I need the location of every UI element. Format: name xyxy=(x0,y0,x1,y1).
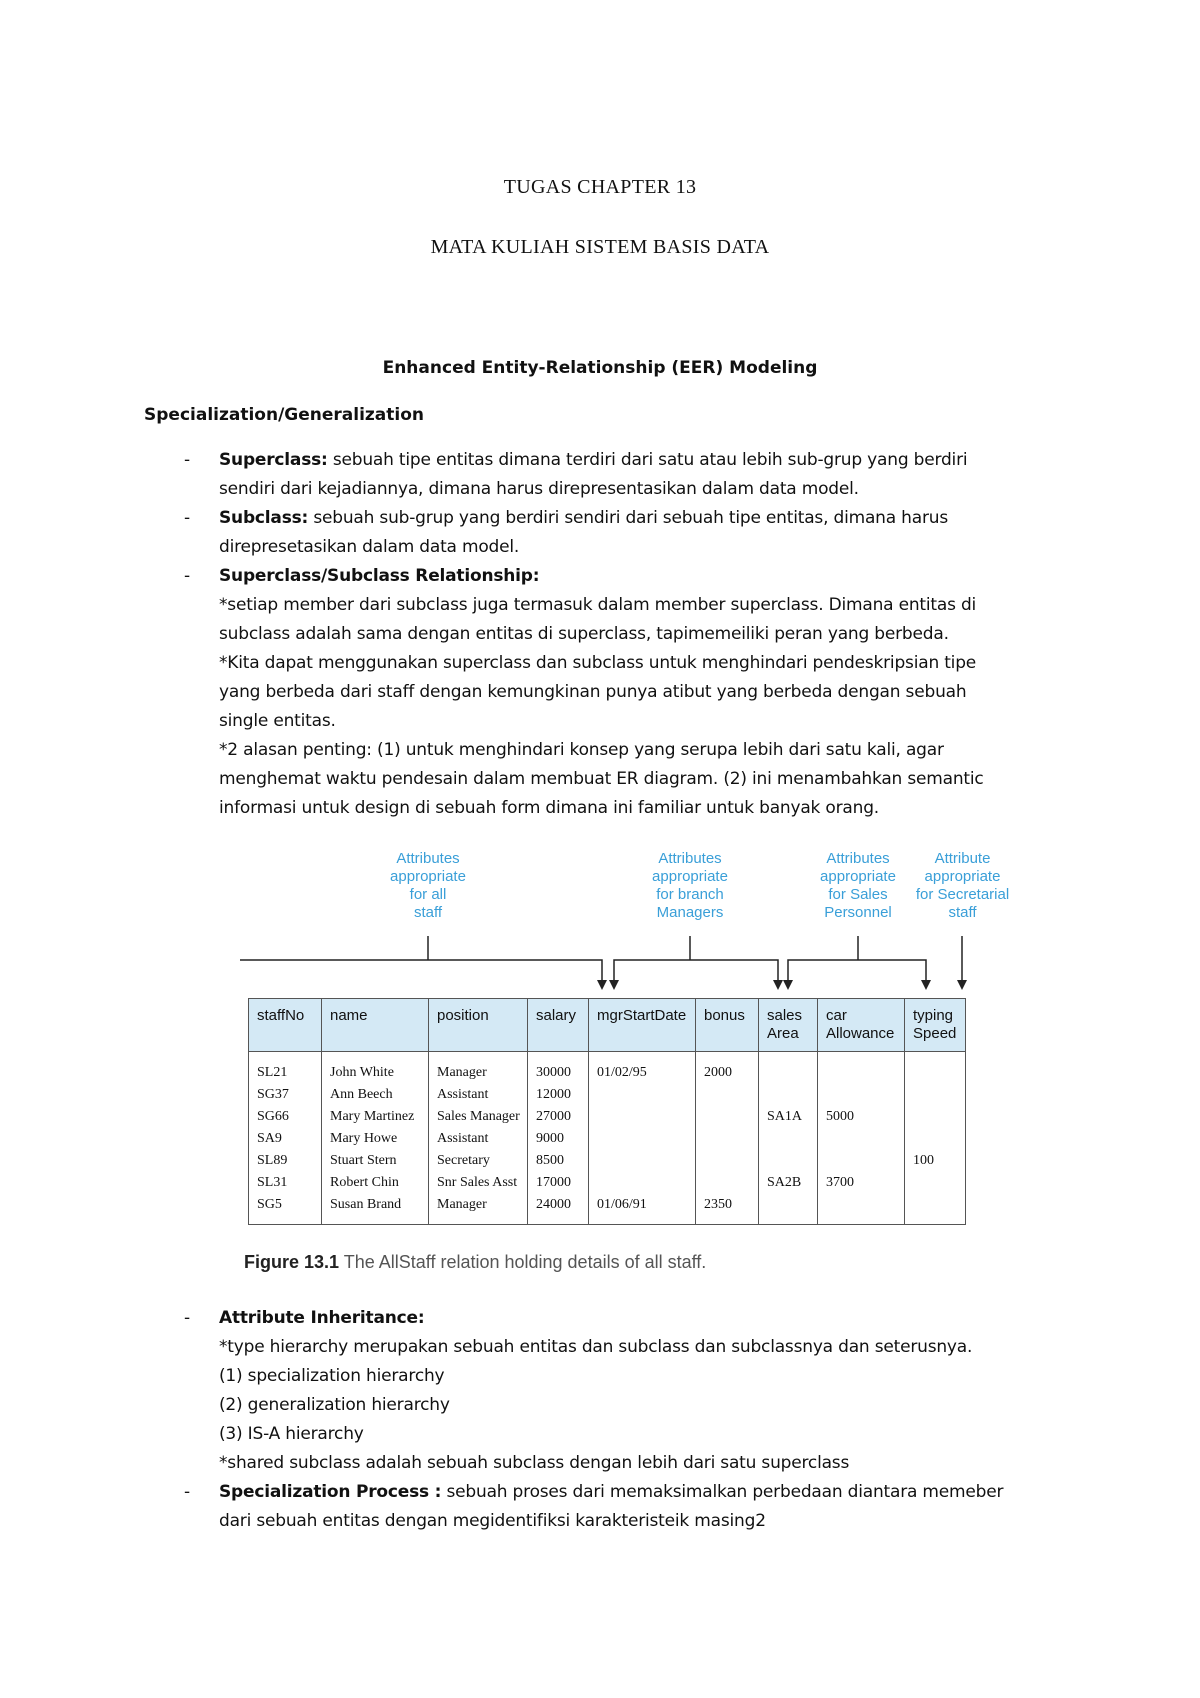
line-text: *shared subclass adalah sebuah subclass dengan lebih dari satu superclass xyxy=(219,1453,850,1473)
line-text: *type hierarchy merupakan sebuah entitas dan subclass dan subclassnya dan seterusnya. xyxy=(219,1337,973,1357)
text-line xyxy=(219,707,1049,736)
line-text: sebuah sub-grup yang berdiri sendiri dari sebuah tipe entitas, dimana harus xyxy=(308,508,948,528)
text-line xyxy=(219,736,1049,765)
table-cell: Stuart Stern xyxy=(322,1150,429,1172)
table-cell: 2350 xyxy=(696,1194,759,1225)
list-item xyxy=(0,446,1049,504)
line-text: dari sebuah entitas dengan megidentifiksi karakteristeik masing2 xyxy=(219,1511,766,1531)
column-header-text: car xyxy=(826,1007,847,1024)
table-cell: Secretary xyxy=(429,1150,528,1172)
annotation-sales-personnel: Attributes appropriate for Sales Personnel xyxy=(820,850,896,921)
line-text: single entitas. xyxy=(219,711,336,731)
line-text: menghemat waktu pendesain dalam membuat ER diagram. (2) ini menambahkan semantic xyxy=(219,769,984,789)
column-header-text: bonus xyxy=(704,1007,745,1024)
table-cell xyxy=(589,1106,696,1128)
column-header-text: name xyxy=(330,1007,368,1024)
table-cell xyxy=(759,1150,818,1172)
bullet-dash: - xyxy=(184,1308,190,1328)
text-line xyxy=(219,1391,1049,1420)
text-line xyxy=(219,446,1049,475)
column-header-text: staffNo xyxy=(257,1007,305,1024)
arrowhead xyxy=(773,980,783,990)
text-line xyxy=(219,1304,1049,1333)
column-header xyxy=(818,999,905,1052)
term-label: Superclass/Subclass Relationship: xyxy=(219,566,540,586)
annotation-secretarial: Attribute appropriate for Secretarial staff xyxy=(915,850,1010,921)
table-cell: Assistant xyxy=(429,1128,528,1150)
table-cell xyxy=(905,1106,966,1128)
bracket-line xyxy=(240,960,602,980)
list-item xyxy=(0,562,1049,823)
line-text: yang berbeda dari staff dengan kemungkinan punya atibut yang berbeda dengan sebuah xyxy=(219,682,967,702)
table-cell: SL21 xyxy=(249,1052,322,1085)
bullet-list-1 xyxy=(0,446,1200,823)
term-label: Specialization Process : xyxy=(219,1482,442,1502)
line-text: direpresetasikan dalam data model. xyxy=(219,537,520,557)
table-cell: 24000 xyxy=(528,1194,589,1225)
line-text: informasi untuk design di sebuah form dimana ini familiar untuk banyak orang. xyxy=(219,798,879,818)
bullet-list-2 xyxy=(0,1304,1200,1536)
text-line xyxy=(219,620,1049,649)
line-text: (2) generalization hierarchy xyxy=(219,1395,450,1415)
table-cell: SA1A xyxy=(759,1106,818,1128)
table-cell xyxy=(759,1194,818,1225)
text-line xyxy=(219,1478,1049,1507)
section-heading: Enhanced Entity-Relationship (EER) Modeling xyxy=(382,358,818,378)
table-cell: SG66 xyxy=(249,1106,322,1128)
table-cell xyxy=(905,1084,966,1106)
line-text: (1) specialization hierarchy xyxy=(219,1366,445,1386)
line-text: *2 alasan penting: (1) untuk menghindari konsep yang serupa lebih dari satu kali, agar xyxy=(219,740,944,760)
table-cell xyxy=(759,1052,818,1085)
table-cell xyxy=(696,1106,759,1128)
arrowhead xyxy=(783,980,793,990)
table-cell: 3700 xyxy=(818,1172,905,1194)
column-header-text: salary xyxy=(536,1007,577,1024)
allstaff-figure xyxy=(240,848,1020,1272)
table-cell xyxy=(818,1128,905,1150)
table-cell: 9000 xyxy=(528,1128,589,1150)
bullet-dash: - xyxy=(184,566,190,586)
table-cell: Ann Beech xyxy=(322,1084,429,1106)
table-cell: Snr Sales Asst xyxy=(429,1172,528,1194)
table-header-row xyxy=(249,999,966,1052)
table-cell xyxy=(818,1052,905,1085)
document-title: TUGAS CHAPTER 13 xyxy=(503,176,697,198)
figure-caption-text: The AllStaff relation holding details of all staff. xyxy=(343,1252,707,1272)
text-line xyxy=(219,533,1049,562)
table-cell xyxy=(905,1172,966,1194)
text-line xyxy=(219,1362,1049,1391)
table-cell xyxy=(589,1172,696,1194)
table-cell: SG37 xyxy=(249,1084,322,1106)
text-line xyxy=(219,1420,1049,1449)
table-cell: 12000 xyxy=(528,1084,589,1106)
table-cell xyxy=(696,1084,759,1106)
column-header xyxy=(905,999,966,1052)
text-line xyxy=(219,475,1049,504)
table-cell: SL31 xyxy=(249,1172,322,1194)
column-header-text: Speed xyxy=(913,1025,957,1042)
annotation-branch-managers: Attributes appropriate for branch Managers xyxy=(652,850,728,921)
text-line xyxy=(219,1507,1049,1536)
column-header-text: Area xyxy=(767,1025,799,1042)
table-cell: Assistant xyxy=(429,1084,528,1106)
subsection-heading: Specialization/Generalization xyxy=(144,405,425,425)
line-text: *Kita dapat menggunakan superclass dan subclass untuk menghindari pendeskripsian tipe xyxy=(219,653,977,673)
table-cell: SL89 xyxy=(249,1150,322,1172)
table-cell xyxy=(589,1128,696,1150)
term-label: Attribute Inheritance: xyxy=(219,1308,425,1328)
column-header xyxy=(322,999,429,1052)
table-cell: Manager xyxy=(429,1052,528,1085)
bullet-dash: - xyxy=(184,1482,190,1502)
course-title: MATA KULIAH SISTEM BASIS DATA xyxy=(430,236,770,258)
table-cell xyxy=(696,1172,759,1194)
bullet-dash: - xyxy=(184,450,190,470)
table-cell xyxy=(589,1150,696,1172)
table-cell: Susan Brand xyxy=(322,1194,429,1225)
bullet-dash: - xyxy=(184,508,190,528)
column-header xyxy=(429,999,528,1052)
table-cell: SA9 xyxy=(249,1128,322,1150)
text-line xyxy=(219,794,1049,823)
table-cell xyxy=(905,1194,966,1225)
line-text: subclass adalah sama dengan entitas di superclass, tapimemeiliki peran yang berbeda. xyxy=(219,624,949,644)
table-cell xyxy=(589,1084,696,1106)
figure-number: Figure 13.1 xyxy=(244,1252,340,1272)
table-cell xyxy=(696,1150,759,1172)
column-header xyxy=(759,999,818,1052)
table-cell xyxy=(818,1084,905,1106)
column-header xyxy=(249,999,322,1052)
table-cell xyxy=(905,1052,966,1085)
column-header-text: position xyxy=(437,1007,489,1024)
line-text: (3) IS-A hierarchy xyxy=(219,1424,364,1444)
text-line xyxy=(219,1449,1049,1478)
column-header-text: mgrStartDate xyxy=(597,1007,687,1024)
table-cell: 2000 xyxy=(696,1052,759,1085)
text-line xyxy=(219,504,1049,533)
line-text: *setiap member dari subclass juga termasuk dalam member superclass. Dimana entitas di xyxy=(219,595,977,615)
table-cell: 01/06/91 xyxy=(589,1194,696,1225)
column-header xyxy=(528,999,589,1052)
table-cell xyxy=(818,1150,905,1172)
table-row xyxy=(249,1172,966,1194)
table-cell xyxy=(905,1128,966,1150)
table-row xyxy=(249,1084,966,1106)
table-cell: 8500 xyxy=(528,1150,589,1172)
arrowhead xyxy=(921,980,931,990)
text-line xyxy=(219,562,1049,591)
text-line xyxy=(219,765,1049,794)
table-cell: Mary Martinez xyxy=(322,1106,429,1128)
column-header-text: typing xyxy=(913,1007,954,1024)
table-cell: SA2B xyxy=(759,1172,818,1194)
arrowhead xyxy=(609,980,619,990)
table-cell: 27000 xyxy=(528,1106,589,1128)
column-header-text: Allowance xyxy=(826,1025,895,1042)
list-item xyxy=(0,504,1049,562)
table-row xyxy=(249,1150,966,1172)
table-cell: 01/02/95 xyxy=(589,1052,696,1085)
text-line xyxy=(219,1333,1049,1362)
term-label: Subclass: xyxy=(219,508,309,528)
table-row xyxy=(249,1128,966,1150)
annotation-all-staff: Attributes appropriate for all staff xyxy=(390,850,466,921)
allstaff-table xyxy=(248,998,966,1225)
table-cell xyxy=(759,1128,818,1150)
arrowhead xyxy=(597,980,607,990)
table-cell: 100 xyxy=(913,1153,934,1168)
table-cell: 17000 xyxy=(528,1172,589,1194)
table-cell: SG5 xyxy=(249,1194,322,1225)
table-cell: 30000 xyxy=(528,1052,589,1085)
figure-caption xyxy=(244,1252,706,1273)
table-cell: John White xyxy=(322,1052,429,1085)
term-label: Superclass: xyxy=(219,450,328,470)
table-cell xyxy=(818,1194,905,1225)
bracket-line xyxy=(614,960,778,980)
text-line xyxy=(219,649,1049,678)
table-row xyxy=(249,1106,966,1128)
line-text: sebuah tipe entitas dimana terdiri dari satu atau lebih sub-grup yang berdiri xyxy=(327,450,968,470)
table-cell: Manager xyxy=(429,1194,528,1225)
list-item xyxy=(0,1478,1049,1536)
table-body xyxy=(249,1052,966,1225)
text-line xyxy=(219,591,1049,620)
column-header xyxy=(589,999,696,1052)
table-cell xyxy=(696,1128,759,1150)
table-cell: 5000 xyxy=(818,1106,905,1128)
table-cell: Robert Chin xyxy=(322,1172,429,1194)
arrowhead xyxy=(957,980,967,990)
table-cell xyxy=(759,1084,818,1106)
table-row xyxy=(249,1194,966,1225)
table-row xyxy=(249,1052,966,1085)
column-header-text: sales xyxy=(767,1007,803,1024)
list-item xyxy=(0,1304,1049,1478)
line-text: sebuah proses dari memaksimalkan perbedaan diantara memeber xyxy=(441,1482,1004,1502)
bracket-line xyxy=(788,960,926,980)
text-line xyxy=(219,678,1049,707)
line-text: sendiri dari kejadiannya, dimana harus direpresentasikan dalam data model. xyxy=(219,479,859,499)
table-cell: Mary Howe xyxy=(322,1128,429,1150)
table-cell: Sales Manager xyxy=(429,1106,528,1128)
column-header xyxy=(696,999,759,1052)
